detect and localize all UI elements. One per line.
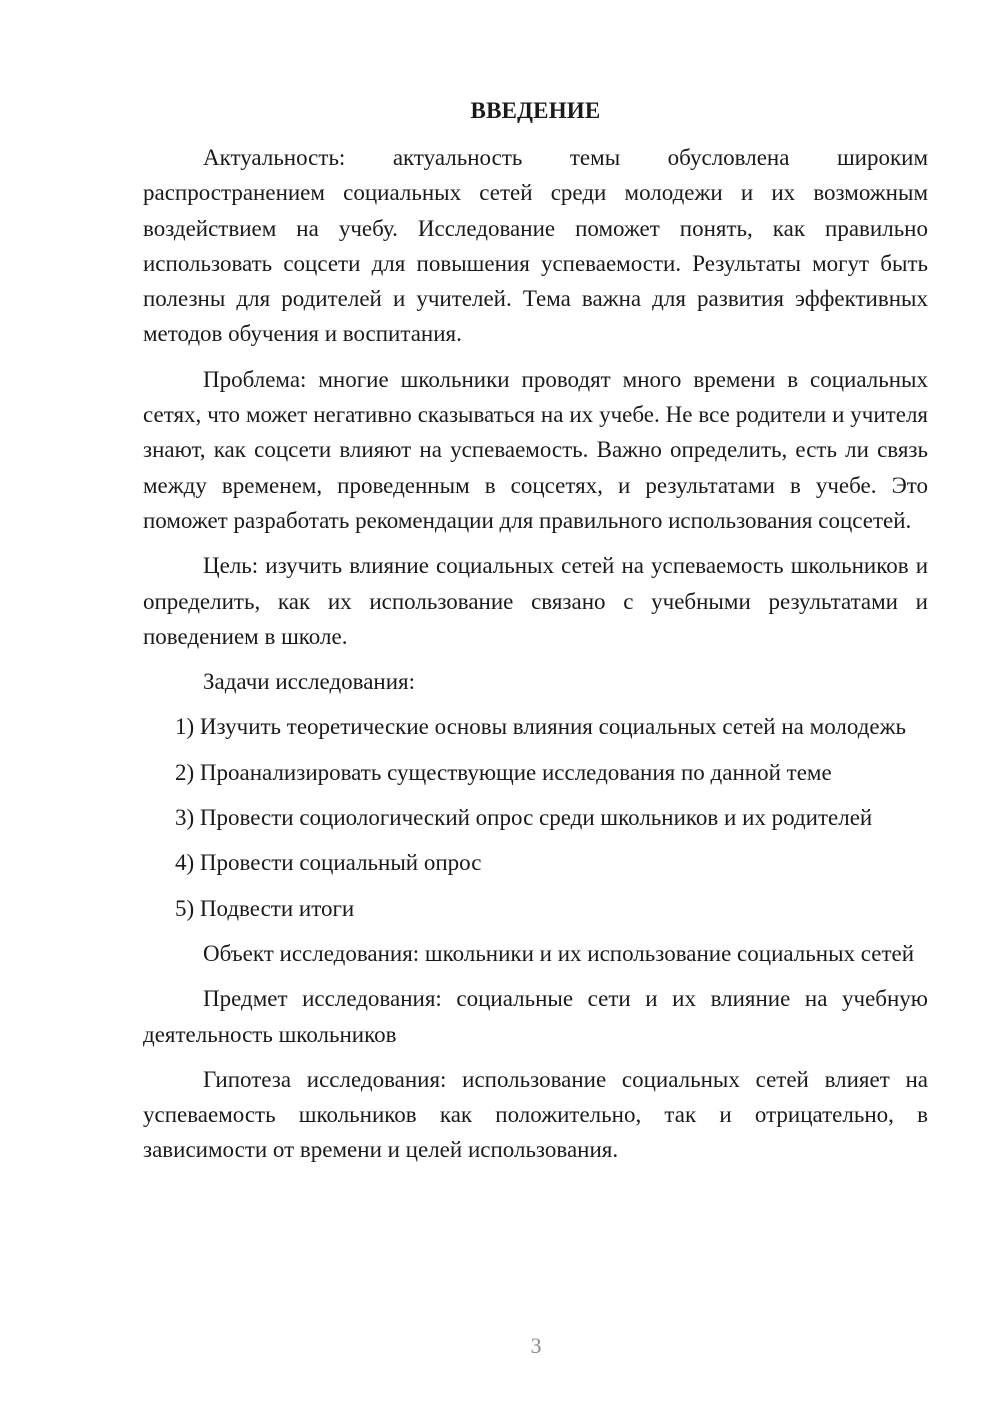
- page-number: 3: [530, 1333, 542, 1358]
- task-item-1: 1) Изучить теоретические основы влияния социальных сетей на молодежь: [175, 714, 906, 740]
- task-item-5: 5) Подвести итоги: [175, 895, 355, 921]
- tasks-heading: Задачи исследования:: [203, 669, 416, 695]
- task-item-3: 3) Провести социологический опрос среди школьников и их родителей: [175, 805, 873, 831]
- research-object-paragraph: Объект исследования: школьники и их использование социальных сетей: [203, 940, 915, 966]
- page-content: [143, 93, 928, 1178]
- task-item-2: 2) Проанализировать существующие исследования по данной теме: [175, 759, 832, 785]
- relevance-paragraph: Актуальность: актуальность темы обусловлена широким распространением социальных сетей среди молодежи и их возможным воздействием на учебу. Исследование поможет понять, как правильно использовать соцсети для повышения успеваемости. Результаты могут быть полезны для родителей и учителей. Тема важна для развития эффективных методов обучения и воспитания.: [143, 145, 928, 347]
- task-item-4: 4) Провести социальный опрос: [175, 850, 482, 876]
- research-subject-paragraph: Предмет исследования: социальные сети и их влияние на учебную деятельность школьников: [143, 986, 928, 1047]
- goal-paragraph: Цель: изучить влияние социальных сетей на успеваемость школьников и определить, как их использование связано с учебными результатами и поведением в школе.: [143, 553, 928, 649]
- hypothesis-paragraph: Гипотеза исследования: использование социальных сетей влияет на успеваемость школьников как положительно, так и отрицательно, в зависимости от времени и целей использования.: [143, 1066, 928, 1163]
- problem-paragraph: Проблема: многие школьники проводят много времени в социальных сетях, что может негативно сказываться на их учебе. Не все родители и учителя знают, как соцсети влияют на успеваемость. Важно определить, есть ли связь между временем, проведенным в соцсетях, и результатами в учебе. Это поможет разработать рекомендации для правильного использования соцсетей.: [143, 366, 928, 533]
- section-title: ВВЕДЕНИЕ: [470, 98, 601, 123]
